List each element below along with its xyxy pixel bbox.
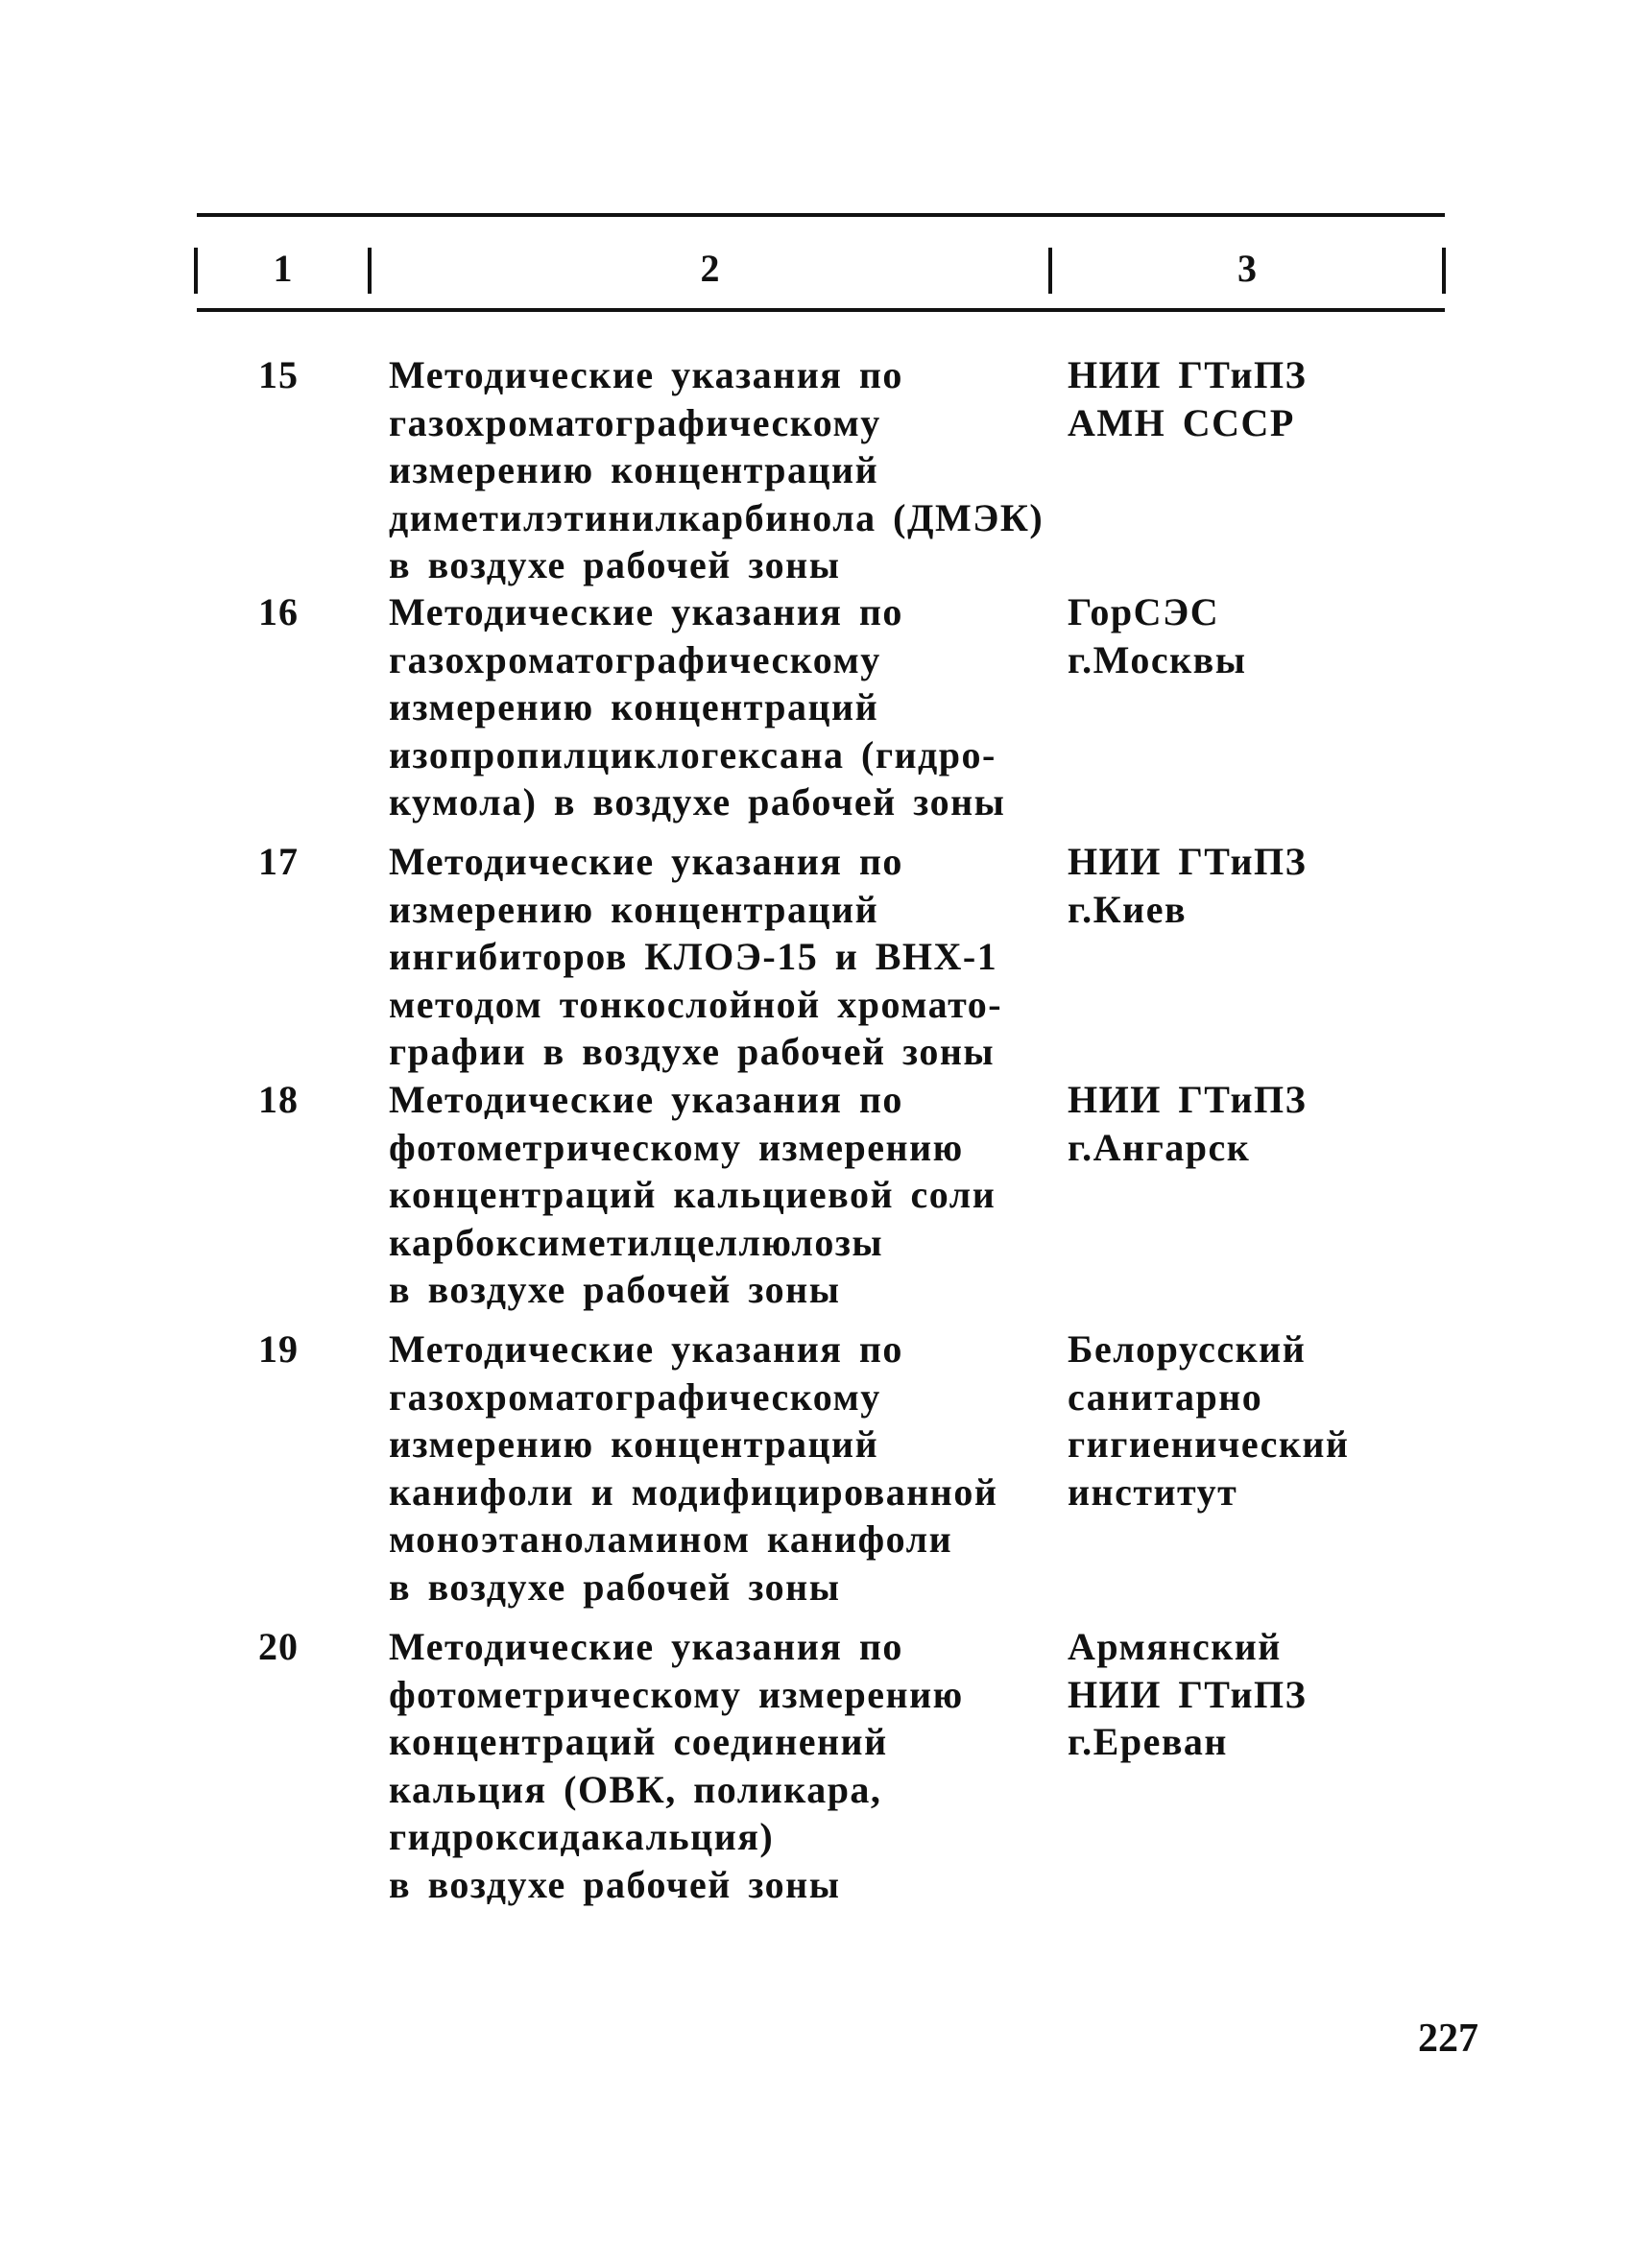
page-number: 227 bbox=[1418, 2017, 1478, 2061]
table-body bbox=[0, 351, 1633, 1921]
column-header-3: 3 bbox=[1237, 247, 1257, 290]
row-organization: НИИ ГТиПЗ г.Ангарск bbox=[1068, 1078, 1308, 1169]
row-number: 18 bbox=[258, 1078, 299, 1121]
table-row bbox=[0, 1623, 1633, 1921]
row-organization: Армянский НИИ ГТиПЗ г.Ереван bbox=[1068, 1625, 1308, 1763]
table-row bbox=[0, 351, 1633, 588]
row-description: Методические указания по газохроматографическому измерению концентраций изопропилциклогексана (гидро- кумола) в воздухе рабочей зоны bbox=[389, 590, 1006, 824]
column-divider bbox=[1442, 248, 1446, 294]
row-description: Методические указания по фотометрическому измерению концентраций соединений кальция (ОВК, поликара, гидроксидакальция) в воздухе рабочей зоны bbox=[389, 1625, 964, 1906]
row-number: 16 bbox=[258, 590, 299, 633]
row-description: Методические указания по фотометрическому измерению концентраций кальциевой соли карбоксиметилцеллюлозы в воздухе рабочей зоны bbox=[389, 1078, 997, 1311]
row-number: 19 bbox=[258, 1327, 299, 1371]
row-description: Методические указания по измерению концентраций ингибиторов КЛОЭ-15 и ВНХ-1 методом тонкослойной хромато- графии в воздухе рабочей зоны bbox=[389, 840, 1003, 1073]
row-organization: ГорСЭС г.Москвы bbox=[1068, 590, 1247, 681]
table-row bbox=[0, 1076, 1633, 1325]
row-description: Методические указания по газохроматографическому измерению концентраций диметилэтинилкарбинола (ДМЭК) в воздухе рабочей зоны bbox=[389, 353, 1045, 586]
row-number: 15 bbox=[258, 353, 299, 396]
row-description: Методические указания по газохроматографическому измерению концентраций канифоли и модифицированной моноэтаноламином канифоли в воздухе рабочей зоны bbox=[389, 1327, 998, 1609]
table-header-rule bbox=[197, 308, 1445, 312]
row-number: 17 bbox=[258, 840, 299, 883]
row-number: 20 bbox=[258, 1625, 299, 1668]
table-top-rule bbox=[197, 213, 1445, 217]
table-row bbox=[0, 588, 1633, 838]
row-organization: НИИ ГТиПЗ АМН СССР bbox=[1068, 353, 1308, 444]
column-header-2: 2 bbox=[700, 247, 720, 290]
table-row bbox=[0, 1325, 1633, 1623]
row-organization: Белорусский санитарно гигиенический институт bbox=[1068, 1327, 1350, 1514]
row-organization: НИИ ГТиПЗ г.Киев bbox=[1068, 840, 1308, 931]
table-row bbox=[0, 838, 1633, 1076]
column-header-1: 1 bbox=[273, 247, 293, 290]
